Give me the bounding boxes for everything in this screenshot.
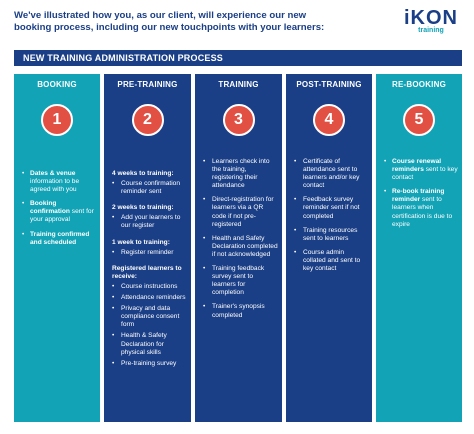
- group-heading: 4 weeks to training:: [112, 170, 174, 177]
- logo-subtitle: training: [418, 27, 444, 34]
- column-training: [195, 74, 282, 422]
- column-re-booking: [376, 74, 462, 422]
- timeline-group: [112, 170, 187, 196]
- list-item: • Course instructions: [112, 283, 187, 291]
- list-item: • Trainer's synopsis completed: [203, 303, 278, 319]
- list-item: • Dates & venue information to be agreed with you: [22, 170, 96, 194]
- list-item: • Course confirmation reminder sent: [112, 180, 187, 196]
- group-heading: Registered learners to receive:: [112, 264, 182, 280]
- process-banner: NEW TRAINING ADMINISTRATION PROCESS: [14, 50, 462, 66]
- list-item: • Privacy and data compliance consent form: [112, 305, 187, 329]
- list-item: • Health & Safety Declaration for physical skills: [112, 332, 187, 356]
- column-title: TRAINING: [218, 80, 259, 89]
- ikon-training-logo: [404, 8, 458, 35]
- timeline-group: [112, 204, 187, 230]
- list-item: • Booking confirmation sent for your approval: [22, 200, 96, 224]
- column-title: BOOKING: [37, 80, 77, 89]
- list-item: • Direct-registration for learners via a QR code if not pre-registered: [203, 196, 278, 228]
- column-title: RE-BOOKING: [392, 80, 446, 89]
- list-item: • Training feedback survey sent to learners for completion: [203, 265, 278, 297]
- list-item: • Certificate of attendance sent to learners and/or key contact: [294, 158, 368, 190]
- list-item: • Health and Safety Declaration completed if not acknowledged: [203, 235, 278, 259]
- step-number-circle: 3: [223, 104, 255, 136]
- list-item: • Register reminder: [112, 249, 187, 257]
- intro-text: We've illustrated how you, as our client, will experience our new booking process, including our new touchpoints with your learners:: [14, 10, 325, 33]
- timeline-group: [112, 239, 187, 257]
- group-heading: 2 weeks to training:: [112, 204, 174, 212]
- list-item: • Re-book training reminder sent to learners when certification is due to expire: [384, 188, 458, 228]
- column-post-training: [286, 74, 372, 422]
- list-item: • Course renewal reminders sent to key contact: [384, 158, 458, 182]
- list-item: • Add your learners to our register: [112, 214, 187, 230]
- list-item: • Training confirmed and scheduled: [22, 231, 96, 247]
- column-title: POST-TRAINING: [296, 80, 362, 89]
- column-booking: [14, 74, 100, 422]
- logo-word: iKON: [404, 7, 458, 29]
- group-heading: 1 week to training:: [112, 238, 170, 246]
- step-number-circle: 1: [41, 104, 73, 136]
- step-number-circle: 5: [403, 104, 435, 136]
- list-item: • Learners check into the training, registering their attendance: [203, 158, 278, 190]
- list-item: • Feedback survey reminder sent if not completed: [294, 196, 368, 220]
- column-pre-training: [104, 74, 191, 422]
- list-item: • Course admin collated and sent to key contact: [294, 249, 368, 273]
- column-title: PRE-TRAINING: [117, 80, 178, 89]
- list-item: • Attendance reminders: [112, 294, 187, 302]
- step-number-circle: 4: [313, 104, 345, 136]
- step-number-circle: 2: [132, 104, 164, 136]
- list-item: • Pre-training survey: [112, 360, 187, 368]
- timeline-group: [112, 265, 187, 368]
- list-item: • Training resources sent to learners: [294, 227, 368, 243]
